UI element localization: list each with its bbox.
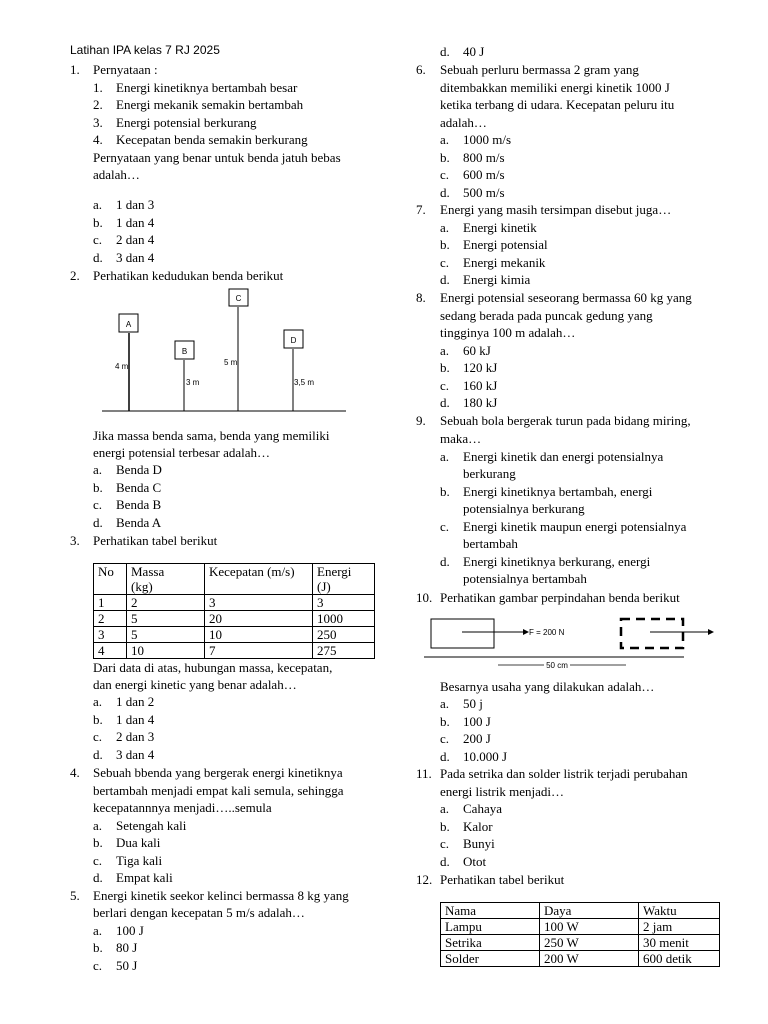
table-cell: 3 <box>94 627 127 643</box>
height-c-label: 5 m <box>224 358 238 367</box>
height-d-label: 3,5 m <box>294 378 315 387</box>
option-text: Energi kinetik dan energi potensialnya <box>463 449 664 464</box>
question-text: Besarnya usaha yang dilakukan adalah… <box>440 679 655 694</box>
option-text: 800 m/s <box>463 150 505 165</box>
option-label: b. <box>440 819 450 834</box>
object-final <box>621 619 683 648</box>
option-label: b. <box>93 940 103 955</box>
question-text: energi listrik menjadi… <box>440 784 564 799</box>
question-text: Pernyataan yang benar untuk benda jatuh bebas <box>93 150 341 165</box>
table-header-cell: No <box>94 564 127 595</box>
table-header-cell: Nama <box>441 903 540 919</box>
table-row <box>94 595 375 611</box>
option-label: b. <box>440 237 450 252</box>
question-stem: Perhatikan tabel berikut <box>93 533 218 548</box>
option-text: Energi kinetik <box>463 220 537 235</box>
table-cell: 5 <box>127 611 205 627</box>
table-header-cell <box>313 564 375 595</box>
option-label: b. <box>93 215 103 230</box>
question-stem: Perhatikan gambar perpindahan benda berikut <box>440 590 680 605</box>
question-text: Pada setrika dan solder listrik terjadi perubahan <box>440 766 688 781</box>
table-cell: 250 <box>313 627 375 643</box>
question-text: adalah… <box>93 167 140 182</box>
table-cell: 3 <box>205 595 313 611</box>
question-number: 2. <box>70 268 80 283</box>
table-header-line: Massa <box>131 564 165 579</box>
option-label: d. <box>93 250 103 265</box>
option-text: 1 dan 2 <box>116 694 155 709</box>
option-text: 2 dan 4 <box>116 232 155 247</box>
option-text: Bunyi <box>463 836 495 851</box>
question-text: Sebuah bola bergerak turun pada bidang miring, <box>440 413 691 428</box>
option-text: 1000 m/s <box>463 132 512 147</box>
height-diagram <box>98 285 350 415</box>
table-cell: 100 W <box>540 919 639 935</box>
table-cell: 7 <box>205 643 313 659</box>
question-text: ketika terbang di udara. Kecepatan peluru itu <box>440 97 675 112</box>
option-text: Energi kinetik maupun energi potensialnya <box>463 519 687 534</box>
question-number: 5. <box>70 888 80 903</box>
option-label: a. <box>440 801 450 816</box>
option-label: d. <box>93 870 103 885</box>
option-label: a. <box>93 462 103 477</box>
option-label: c. <box>93 497 103 512</box>
option-label: c. <box>93 232 103 247</box>
option-text: Cahaya <box>463 801 502 816</box>
question-text: Energi yang masih tersimpan disebut juga… <box>440 202 672 217</box>
option-label: a. <box>440 132 450 147</box>
question-text: ditembakkan memiliki energi kinetik 1000 J <box>440 80 670 95</box>
option-text: Dua kali <box>116 835 161 850</box>
question-text: energi potensial terbesar adalah… <box>93 445 270 460</box>
option-text: 2 dan 3 <box>116 729 155 744</box>
option-label: b. <box>93 835 103 850</box>
table-header-cell: Waktu <box>639 903 720 919</box>
option-text: Empat kali <box>116 870 173 885</box>
option-label: b. <box>93 712 103 727</box>
option-label: d. <box>93 515 103 530</box>
table-cell: 10 <box>205 627 313 643</box>
option-text: 1 dan 4 <box>116 215 155 230</box>
option-label: a. <box>440 449 450 464</box>
question-text: tingginya 100 m adalah… <box>440 325 576 340</box>
box-d-label: D <box>290 336 297 345</box>
table-header-line: (kg) <box>131 579 153 594</box>
option-text: 1 dan 3 <box>116 197 155 212</box>
motion-arrowhead <box>708 629 714 635</box>
table-cell: 5 <box>127 627 205 643</box>
option-label: a. <box>440 343 450 358</box>
statement-number: 4. <box>93 132 103 147</box>
table-cell: 2 <box>94 611 127 627</box>
table-cell: Lampu <box>441 919 540 935</box>
table-header-line: Energi <box>317 564 352 579</box>
option-label: b. <box>440 150 450 165</box>
option-label: b. <box>93 480 103 495</box>
table-cell: 20 <box>205 611 313 627</box>
option-text: 80 J <box>116 940 138 955</box>
option-text: 50 J <box>116 958 138 973</box>
table-row <box>441 919 720 935</box>
box-b-label: B <box>181 347 188 356</box>
height-a-label: 4 m <box>115 362 129 371</box>
option-label: b. <box>440 714 450 729</box>
option-text: 160 kJ <box>463 378 498 393</box>
option-text: Benda A <box>116 515 162 530</box>
statement-number: 1. <box>93 80 103 95</box>
table-header-row <box>94 564 375 595</box>
option-text: 3 dan 4 <box>116 747 155 762</box>
question-text: Energi kinetik seekor kelinci bermassa 8 kg yang <box>93 888 349 903</box>
data-table-power <box>440 902 720 967</box>
question-text: Energi potensial seseorang bermassa 60 kg yang <box>440 290 692 305</box>
question-text: maka… <box>440 431 482 446</box>
option-text: Energi kinetiknya bertambah, energi <box>463 484 653 499</box>
option-label: c. <box>440 731 450 746</box>
option-text: Benda B <box>116 497 162 512</box>
table-header-line: (J) <box>317 579 331 594</box>
option-label: d. <box>440 854 450 869</box>
question-stem: Perhatikan tabel berikut <box>440 872 565 887</box>
displacement-diagram <box>420 612 720 670</box>
option-label: d. <box>440 554 450 569</box>
option-text: 100 J <box>463 714 491 729</box>
table-cell: 250 W <box>540 935 639 951</box>
option-text: 1 dan 4 <box>116 712 155 727</box>
table-row <box>94 611 375 627</box>
question-number: 7. <box>416 202 426 217</box>
option-label: a. <box>93 694 103 709</box>
object-initial <box>431 619 494 648</box>
question-text: Sebuah bbenda yang bergerak energi kinetiknya <box>93 765 343 780</box>
option-label: a. <box>93 923 103 938</box>
question-number: 10. <box>416 590 433 605</box>
option-text: potensialnya bertambah <box>463 571 587 586</box>
option-label: c. <box>440 378 450 393</box>
option-text: 100 J <box>116 923 144 938</box>
table-header-row <box>441 903 720 919</box>
question-text: dan energi kinetic yang benar adalah… <box>93 677 297 692</box>
table-cell: 4 <box>94 643 127 659</box>
option-label: c. <box>93 958 103 973</box>
table-cell: 600 detik <box>639 951 720 967</box>
question-number: 12. <box>416 872 433 887</box>
question-stem: Pernyataan : <box>93 62 158 77</box>
option-text: bertambah <box>463 536 518 551</box>
option-text: Tiga kali <box>116 853 163 868</box>
option-label: c. <box>440 255 450 270</box>
question-number: 6. <box>416 62 426 77</box>
option-text: 500 m/s <box>463 185 505 200</box>
question-number: 1. <box>70 62 80 77</box>
question-text: berlari dengan kecepatan 5 m/s adalah… <box>93 905 305 920</box>
option-text: berkurang <box>463 466 516 481</box>
statement-text: Energi kinetiknya bertambah besar <box>116 80 298 95</box>
statement-text: Kecepatan benda semakin berkurang <box>116 132 308 147</box>
table-cell: 10 <box>127 643 205 659</box>
option-text: Kalor <box>463 819 493 834</box>
table-cell: 2 <box>127 595 205 611</box>
statement-text: Energi mekanik semakin bertambah <box>116 97 304 112</box>
option-label: c. <box>440 519 450 534</box>
statement-number: 2. <box>93 97 103 112</box>
force-label: F = 200 N <box>529 628 565 637</box>
option-text: potensialnya berkurang <box>463 501 585 516</box>
distance-label: 50 cm <box>546 661 568 670</box>
table-cell: 30 menit <box>639 935 720 951</box>
option-text: Setengah kali <box>116 818 187 833</box>
option-text: 60 kJ <box>463 343 491 358</box>
option-text: Benda D <box>116 462 162 477</box>
question-text: Sebuah perluru bermassa 2 gram yang <box>440 62 639 77</box>
option-label: b. <box>440 484 450 499</box>
option-text: 200 J <box>463 731 491 746</box>
option-text: 120 kJ <box>463 360 498 375</box>
option-label: a. <box>440 220 450 235</box>
table-cell: 2 jam <box>639 919 720 935</box>
box-a-label: A <box>125 320 132 329</box>
table-header-cell <box>127 564 205 595</box>
question-text: Dari data di atas, hubungan massa, kecepatan, <box>93 660 333 675</box>
option-text: Energi potensial <box>463 237 548 252</box>
question-text: kecepatannnya menjadi…..semula <box>93 800 272 815</box>
table-cell: 1 <box>94 595 127 611</box>
option-text: 180 kJ <box>463 395 498 410</box>
height-b-label: 3 m <box>186 378 200 387</box>
option-text: Energi mekanik <box>463 255 546 270</box>
option-label: d. <box>440 44 450 59</box>
option-label: d. <box>440 185 450 200</box>
table-header-cell: Daya <box>540 903 639 919</box>
option-text: Benda C <box>116 480 162 495</box>
option-label: d. <box>440 395 450 410</box>
table-row <box>94 627 375 643</box>
table-cell: 200 W <box>540 951 639 967</box>
box-c-label: C <box>235 294 242 303</box>
question-text: sedang berada pada puncak gedung yang <box>440 308 653 323</box>
table-cell: Solder <box>441 951 540 967</box>
data-table-energy <box>93 563 375 659</box>
option-label: b. <box>440 360 450 375</box>
option-label: a. <box>93 818 103 833</box>
option-label: c. <box>440 167 450 182</box>
option-text: Energi kinetiknya berkurang, energi <box>463 554 651 569</box>
table-cell: Setrika <box>441 935 540 951</box>
question-number: 3. <box>70 533 80 548</box>
option-text: 50 j <box>463 696 483 711</box>
option-label: c. <box>93 853 103 868</box>
option-label: a. <box>93 197 103 212</box>
option-text: 10.000 J <box>463 749 508 764</box>
table-cell: 275 <box>313 643 375 659</box>
table-cell: 3 <box>313 595 375 611</box>
question-text: bertambah menjadi empat kali semula, sehingga <box>93 783 344 798</box>
page-title: Latihan IPA kelas 7 RJ 2025 <box>70 43 220 57</box>
question-number: 4. <box>70 765 80 780</box>
option-text: 600 m/s <box>463 167 505 182</box>
table-row <box>441 935 720 951</box>
table-row <box>441 951 720 967</box>
option-label: c. <box>93 729 103 744</box>
option-text: Otot <box>463 854 487 869</box>
question-text: Jika massa benda sama, benda yang memiliki <box>93 428 330 443</box>
option-text: 40 J <box>463 44 485 59</box>
option-label: a. <box>440 696 450 711</box>
option-label: d. <box>440 749 450 764</box>
question-stem: Perhatikan kedudukan benda berikut <box>93 268 284 283</box>
option-label: d. <box>440 272 450 287</box>
table-cell: 1000 <box>313 611 375 627</box>
question-text: adalah… <box>440 115 487 130</box>
option-text: Energi kimia <box>463 272 531 287</box>
statement-text: Energi potensial berkurang <box>116 115 257 130</box>
table-header-cell: Kecepatan (m/s) <box>205 564 313 595</box>
statement-number: 3. <box>93 115 103 130</box>
question-number: 9. <box>416 413 426 428</box>
option-label: d. <box>93 747 103 762</box>
table-row <box>94 643 375 659</box>
option-text: 3 dan 4 <box>116 250 155 265</box>
option-label: c. <box>440 836 450 851</box>
question-number: 8. <box>416 290 426 305</box>
question-number: 11. <box>416 766 432 781</box>
